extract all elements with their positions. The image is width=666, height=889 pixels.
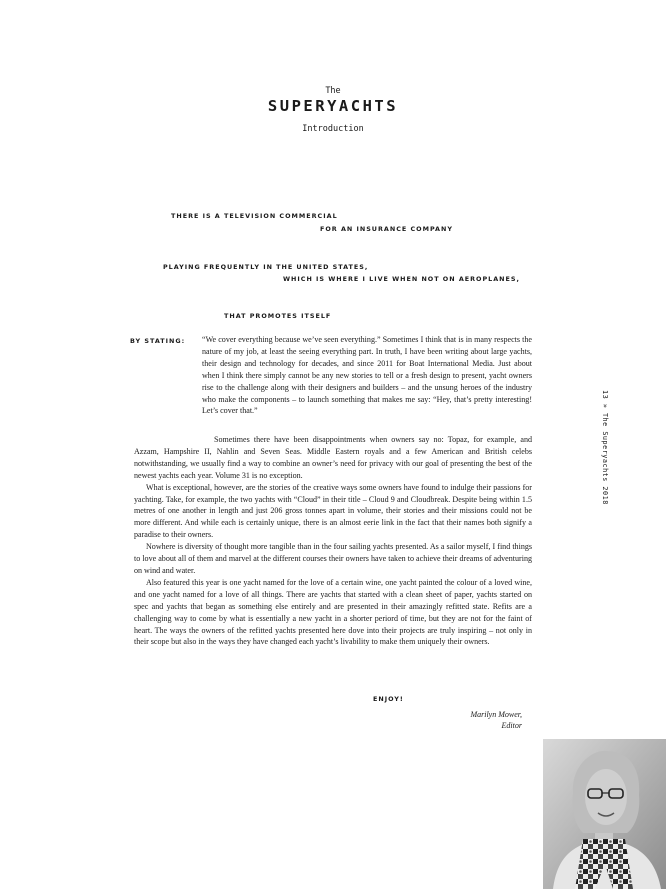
pull-quote-line-1: THERE IS A TELEVISION COMMERCIAL <box>171 212 338 220</box>
pull-quote-line-3: PLAYING FREQUENTLY IN THE UNITED STATES, <box>163 263 369 271</box>
body-paragraph-2: Sometimes there have been disappointments when owners say no: Topaz, for example, and Azzam, Hampshire II, Nahlin and Seven Seas. Middle Eastern royals and a few American and British celebs notwithstanding, we usually find a way to combine an owner’s need for privacy with our goal of presenting the best of the newest yachts each year. Volume 31 is no exception. <box>134 435 532 480</box>
body-paragraph-3: What is exceptional, however, are the stories of the creative ways some owners have found to indulge their passions for yachting. Take, for example, the two yachts with “Cloud” in their title – Cloud 9 and Cloudbreak. Despite being within 1.5 metres of one another in length and just 206 gross tonnes apart in volume, their stories and their missions could not be more different. And while each is certainly unique, there is an almost eerie link in the fact that their names both signify a paradise to their owners. <box>134 482 532 540</box>
editor-role: Editor <box>501 721 522 730</box>
editor-signature <box>410 709 522 731</box>
editor-portrait-photo <box>543 739 666 889</box>
pull-quote-line-4: WHICH IS WHERE I LIVE WHEN NOT ON AEROPLANES, <box>283 275 520 283</box>
enjoy-sign-off: ENJOY! <box>373 695 404 703</box>
by-stating-label: BY STATING: <box>130 337 186 345</box>
section-subtitle: Introduction <box>302 124 364 134</box>
body-paragraph-4: Nowhere is diversity of thought more tangible than in the four sailing yachts presented. As a sailor myself, I find things to love about all of them and marvel at the different courses their owners have taken to achieve their dreams of adventuring on wind and water. <box>134 542 532 575</box>
header-the: The <box>325 86 341 96</box>
pull-quote-line-2: FOR AN INSURANCE COMPANY <box>320 225 453 233</box>
body-paragraph-1: “We cover everything because we’ve seen everything.” Sometimes I think that is in many respects the nature of my job, at least the seeing everything part. In truth, I have been writing about large yachts, their design and technology for decades, and since 2011 for Boat International Media. Just about when I think there simply cannot be any new stories to tell or a fresh design to present, yacht owners rise to the challenge along with their designers and builders – and the unsung heroes of the industry who make the components – to launch something that makes me say: “Hey, that’s pretty interesting! Let’s cover that.” <box>202 335 532 416</box>
page-folio: 13 » The Superyachts 2018 <box>601 390 609 505</box>
editor-name: Marilyn Mower, <box>470 710 522 719</box>
body-paragraph-5: Also featured this year is one yacht named for the love of a certain wine, one yacht painted the colour of a loved wine, and one yacht named for a love of all things. There are yachts that started with a clean sheet of paper, yachts started on spec and yachts that began as something else entirely and are presented in their amazingly refitted state. Refits are a challenging way to come by what is essentially a new yacht in a shorter periord of time, but they are not for the faint of heart. The ways the owners of the refitted yachts presented here dove into their projects are truly inspiring – not only in their scope but also in the ways they have changed each yacht’s livability to make them uniquely their owners. <box>134 577 532 647</box>
page-title: SUPERYACHTS <box>267 97 399 115</box>
body-text-block <box>134 434 532 648</box>
pull-quote-line-5: THAT PROMOTES ITSELF <box>224 312 332 320</box>
